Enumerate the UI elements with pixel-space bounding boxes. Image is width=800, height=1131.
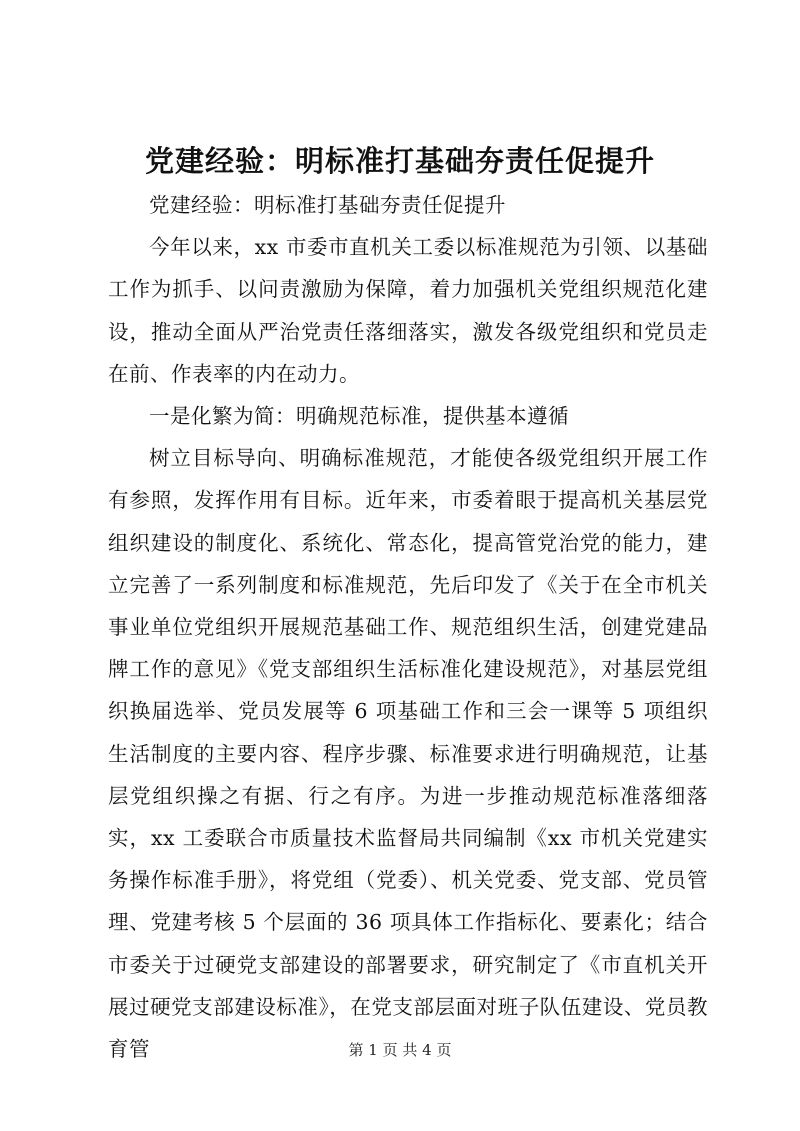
document-title: 党建经验：明标准打基础夯责任促提升 <box>144 144 655 178</box>
section-heading: 一是化繁为简：明确规范标准，提供基本遵循 <box>149 404 569 429</box>
page-footer: 第 1 页 共 4 页 <box>348 1041 452 1059</box>
body-paragraph: 树立目标导向、明确标准规范，才能使各级党组织开展工作有参照，发挥作用有目标。近年来，市委着眼于提高机关基层党组织建设的制度化、系统化、常态化，提高管党治党的能力，建立完善了一系列制度和标准规范，先后印发了《关于在全市机关事业单位党组织开展规范基础工作、规范组织生活，创建党建品牌工作的意见》《党支部组织生活标准化建设规范》，对基层党组织换届选举、党员发展等 6 项基础工作和三会一课等 5 项组织生活制度的主要内容、程序步骤、标准要求进行明确规范，让基层党组织操之有据、行之有序。为进一步推动规范标准落细落实，xx 工委联合市质量技术监督局共同编制《xx 市机关党建实务操作标准手册》，将党组（党委）、机关党委、党支部、党员管理、党建考核 5 个层面的 36 项具体工作指标化、要素化；结合市委关于过硬党支部建设的部署要求，研究制定了《市直机关开展过硬党支部建设标准》，在党支部层面对班子队伍建设、党员教育管 <box>108 446 708 1062</box>
intro-paragraph: 今年以来，xx 市委市直机关工委以标准规范为引领、以基础工作为抓手、以问责激励为保障，着力加强机关党组织规范化建设，推动全面从严治党责任落细落实，激发各级党组织和党员走在前、作表率的内在动力。 <box>108 235 708 386</box>
document-body <box>108 184 708 1070</box>
subtitle-paragraph: 党建经验：明标准打基础夯责任促提升 <box>149 193 506 217</box>
